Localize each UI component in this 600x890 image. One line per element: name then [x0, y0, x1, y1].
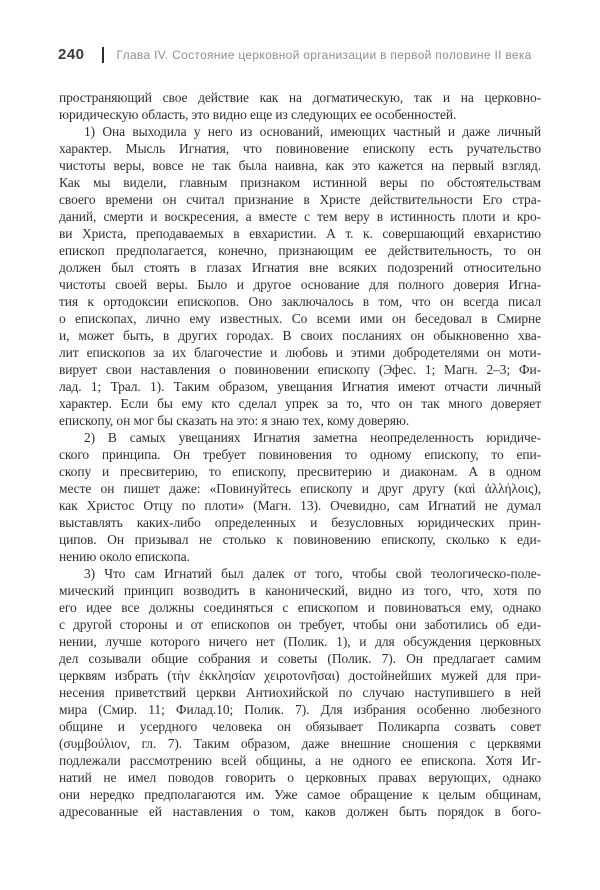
text-line: пространяющий свое действие как на догматическую, так и на церковно- — [59, 90, 541, 105]
chapter-title: Глава IV. Состояние церковной организации в первой половине II века — [116, 47, 532, 62]
text-line: с другой стороны и от епископов он требует, чтобы они заботились об еди- — [59, 617, 541, 632]
text-line: юридическую область, это видно еще из следующих ее особенностей. — [59, 107, 457, 122]
text-line: натий не имел поводов говорить о церковных правах верующих, однако — [59, 770, 541, 785]
text-line: должен был стоять в глазах Игнатия вне всяких подозрений относительно — [59, 260, 541, 275]
text-line: выставлять каких-либо определенных и безусловных юридических прин- — [59, 515, 541, 530]
text-line: скопу и пресвитерию, то епископу, пресвитерию и диаконам. А в одном — [59, 464, 541, 479]
text-line: характер. Если бы ему кто сделал упрек за то, что он так много доверяет — [59, 396, 541, 411]
text-line: лит епископов за их благочестие и любовь и этими добродетелями он моти- — [59, 345, 541, 360]
text-line: своего времени он считал признание в Христе действительности Его стра- — [59, 192, 541, 207]
text-line: месте он пишет даже: «Повинуйтесь епископу и друг другу (καὶ ἀλλήλοις), — [59, 481, 541, 496]
text-line: несения приветствий церкви Антиохийской по случаю наступившего в ней — [59, 685, 541, 700]
header-divider — [102, 47, 104, 63]
text-line: тия к ортодоксии епископов. Оно заключалось в том, что он всегда писал — [59, 294, 541, 309]
text-line: характер. Мысль Игнатия, что повиновение епископу есть ручательство — [59, 141, 541, 156]
text-line: ви Христа, преподаваемых в евхаристии. А т. к. совершающий евхаристию — [59, 226, 541, 241]
text-line: (συμβούλιον, гл. 7). Таким образом, даже внешние сношения с церквями — [59, 736, 541, 751]
text-line: о епископах, лично ему известных. Со всеми ими он беседовал в Смирне — [59, 311, 541, 326]
text-line: церквям избрать (τὴν ἐκκλησίαν χειροτονῆσαι) достойнейших мужей для при- — [59, 668, 541, 683]
text-line: лад. 1; Трал. 1). Таким образом, увещания Игнатия имеют отчасти личный — [59, 379, 541, 394]
text-line: даний, смерти и воскресения, а вместе с тем веру в истинность плоти и кро- — [59, 209, 541, 224]
text-line: мира (Смир. 11; Филад.10; Полик. 7). Для избрания особенно любезного — [59, 702, 541, 717]
text-line: чистоты веры, вовсе не так была наивна, как это кажется на первый взгляд. — [59, 158, 541, 173]
page-number: 240 — [58, 46, 85, 63]
text-line: нении, лучше которого ничего нет (Полик. 1), и для обсуждения церковных — [59, 634, 541, 649]
text-line: епископу, он мог бы сказать на это: я знаю тех, кому доверяю. — [59, 413, 410, 428]
page-text — [59, 89, 541, 820]
text-line: ципов. Он призывал не столько к повиновению епископу, сколько к еди- — [59, 532, 541, 547]
text-line: адресованные ей наставления о том, каков должен быть порядок в бого- — [59, 804, 541, 819]
text-line: 2) В самых увещаниях Игнатия заметна неопределенность юридиче- — [84, 430, 541, 445]
text-line: Как мы видели, главным признаком истинной веры по обстоятельствам — [59, 175, 541, 190]
text-line: чистоты своей веры. Было и другое основание для полного доверия Игна- — [59, 277, 541, 292]
running-head — [58, 46, 542, 63]
text-line: дел созывали общие собрания и советы (Полик. 7). Он предлагает самим — [59, 651, 541, 666]
text-line: и, может быть, в других городах. В своих посланиях он обыкновенно хва- — [59, 328, 541, 343]
text-line: его идее все должны соединяться с епископом и повиноваться ему, однако — [59, 600, 541, 615]
text-line: они нередко предполагаются им. Уже самое обращение к целым общинам, — [59, 787, 541, 802]
text-line: 1) Она выходила у него из оснований, имеющих частный и даже личный — [84, 124, 541, 139]
text-line: общине и усердного человека он обязывает Поликарпа созвать совет — [59, 719, 541, 734]
text-line: епископ предполагается, конечно, признающим ее действительность, то он — [59, 243, 541, 258]
text-line: вирует свои наставления о повиновении епископу (Эфес. 1; Магн. 2–3; Фи- — [59, 362, 541, 377]
text-line: 3) Что сам Игнатий был далек от того, чтобы свой теологическо-поле- — [84, 566, 541, 581]
text-line: как Христос Отцу по плоти» (Магн. 13). Очевидно, сам Игнатий не думал — [59, 498, 541, 513]
text-line: ского принципа. Он требует повиновения то одному епископу, то епи- — [59, 447, 541, 462]
text-line: мический принцип возводить в канонический, видно из того, что, хотя по — [59, 583, 541, 598]
text-line: подлежали рассмотрению всей общины, а не одного ее епископа. Хотя Иг- — [59, 753, 541, 768]
text-line: нению около епископа. — [59, 549, 190, 564]
